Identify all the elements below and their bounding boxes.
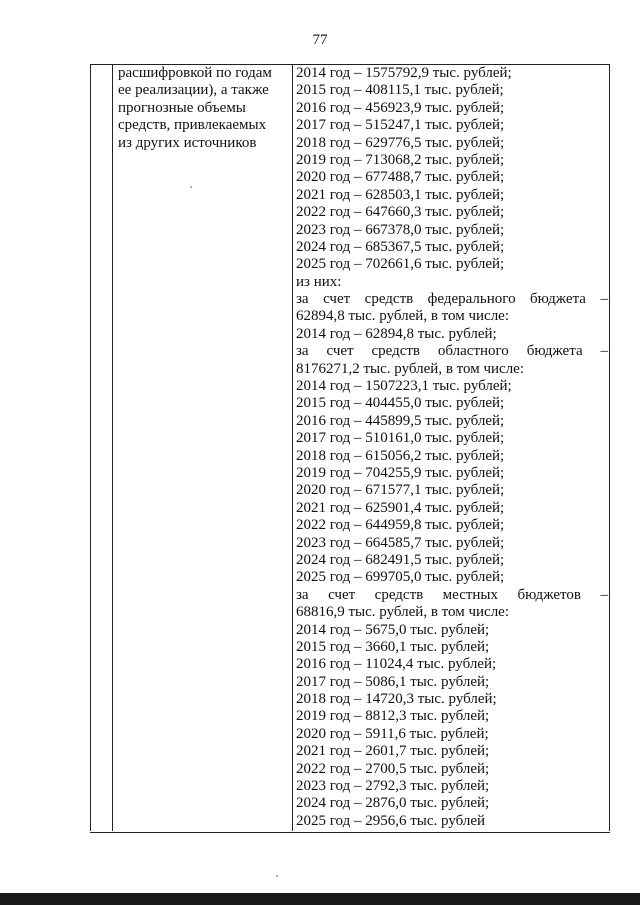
federal-word: счет — [323, 291, 351, 308]
regional-word: областного — [437, 343, 509, 360]
federal-word: средств — [364, 291, 414, 308]
table-divider-2 — [292, 64, 293, 831]
local-year-line: 2021 год – 2601,7 тыс. рублей; — [296, 743, 490, 760]
regional-year-line: 2021 год – 625901,4 тыс. рублей; — [296, 499, 505, 516]
total-year-line: 2016 год – 456923,9 тыс. рублей; — [296, 99, 505, 116]
table-border-right — [609, 64, 610, 831]
total-year-line: 2018 год – 629776,5 тыс. рублей; — [296, 134, 505, 151]
federal-total: 62894,8 тыс. рублей, в том числе: — [296, 308, 510, 325]
description-line: прогнозные объемы — [118, 99, 246, 116]
local-year-line: 2025 год – 2956,6 тыс. рублей — [296, 812, 486, 829]
local-year-line: 2024 год – 2876,0 тыс. рублей; — [296, 795, 490, 812]
total-year-line: 2025 год – 702661,6 тыс. рублей; — [296, 256, 505, 273]
local-budget-heading — [296, 587, 608, 604]
table-border-left — [90, 64, 91, 831]
regional-year-line: 2018 год – 615056,2 тыс. рублей; — [296, 447, 505, 464]
table-cell-amounts — [296, 65, 608, 830]
local-year-line: 2022 год – 2700,5 тыс. рублей; — [296, 760, 490, 777]
description-line: ее реализации), а также — [118, 82, 269, 99]
scan-speck — [276, 875, 278, 877]
regional-year-line: 2024 год – 682491,5 тыс. рублей; — [296, 551, 505, 568]
local-year-line: 2017 год – 5086,1 тыс. рублей; — [296, 673, 490, 690]
regional-word: за — [296, 343, 309, 360]
local-word: местных — [442, 586, 499, 603]
page-number: 77 — [312, 32, 328, 48]
regional-word: средств — [371, 343, 421, 360]
total-year-line: 2017 год – 515247,1 тыс. рублей; — [296, 117, 505, 134]
description-line: из других источников — [118, 134, 257, 151]
total-year-line: 2014 год – 1575792,9 тыс. рублей; — [296, 65, 512, 81]
table-divider-1 — [112, 64, 113, 831]
local-word: – — [600, 586, 608, 603]
regional-year-line: 2019 год – 704255,9 тыс. рублей; — [296, 464, 505, 481]
local-word: за — [296, 586, 309, 603]
total-year-line: 2022 год – 647660,3 тыс. рублей; — [296, 204, 505, 221]
total-year-line: 2021 год – 628503,1 тыс. рублей; — [296, 186, 505, 203]
regional-total: 8176271,2 тыс. рублей, в том числе: — [296, 360, 525, 377]
of-them-label: из них: — [296, 273, 342, 290]
federal-word: за — [296, 291, 309, 308]
local-year-line: 2018 год – 14720,3 тыс. рублей; — [296, 691, 497, 708]
scan-speck — [190, 186, 192, 188]
regional-year-line: 2014 год – 1507223,1 тыс. рублей; — [296, 378, 512, 395]
regional-year-line: 2023 год – 664585,7 тыс. рублей; — [296, 534, 505, 551]
regional-year-line: 2016 год – 445899,5 тыс. рублей; — [296, 412, 505, 429]
local-word: счет — [328, 586, 356, 603]
local-word: средств — [374, 586, 424, 603]
local-total: 68816,9 тыс. рублей, в том числе: — [296, 604, 510, 621]
table-cell-description — [118, 65, 288, 152]
local-year-line: 2015 год – 3660,1 тыс. рублей; — [296, 638, 490, 655]
regional-budget-heading — [296, 343, 608, 360]
total-year-line: 2020 год – 677488,7 тыс. рублей; — [296, 169, 505, 186]
federal-word: бюджета — [530, 291, 586, 308]
total-year-line: 2023 год – 667378,0 тыс. рублей; — [296, 221, 505, 238]
local-year-line: 2016 год – 11024,4 тыс. рублей; — [296, 656, 497, 673]
scan-edge-bar — [0, 893, 640, 905]
regional-word: бюджета — [526, 343, 583, 360]
local-word: бюджетов — [517, 586, 581, 603]
regional-year-line: 2025 год – 699705,0 тыс. рублей; — [296, 569, 505, 586]
regional-year-line: 2020 год – 671577,1 тыс. рублей; — [296, 482, 505, 499]
total-year-line: 2019 год – 713068,2 тыс. рублей; — [296, 151, 505, 168]
regional-year-line: 2015 год – 404455,0 тыс. рублей; — [296, 395, 505, 412]
local-year-line: 2019 год – 8812,3 тыс. рублей; — [296, 708, 490, 725]
federal-word: федерального — [427, 291, 516, 308]
total-year-line: 2015 год – 408115,1 тыс. рублей; — [296, 82, 504, 99]
federal-word: – — [600, 291, 608, 308]
regional-year-line: 2022 год – 644959,8 тыс. рублей; — [296, 517, 505, 534]
federal-budget-heading — [296, 291, 608, 308]
regional-year-line: 2017 год – 510161,0 тыс. рублей; — [296, 430, 505, 447]
local-year-line: 2020 год – 5911,6 тыс. рублей; — [296, 725, 489, 742]
regional-word: счет — [326, 343, 354, 360]
federal-year-line: 2014 год – 62894,8 тыс. рублей; — [296, 325, 497, 342]
local-year-line: 2014 год – 5675,0 тыс. рублей; — [296, 621, 490, 638]
local-year-line: 2023 год – 2792,3 тыс. рублей; — [296, 778, 490, 795]
description-line: средств, привлекаемых — [118, 117, 267, 134]
total-year-line: 2024 год – 685367,5 тыс. рублей; — [296, 238, 505, 255]
description-line: расшифровкой по годам — [118, 65, 272, 81]
regional-word: – — [600, 343, 608, 360]
